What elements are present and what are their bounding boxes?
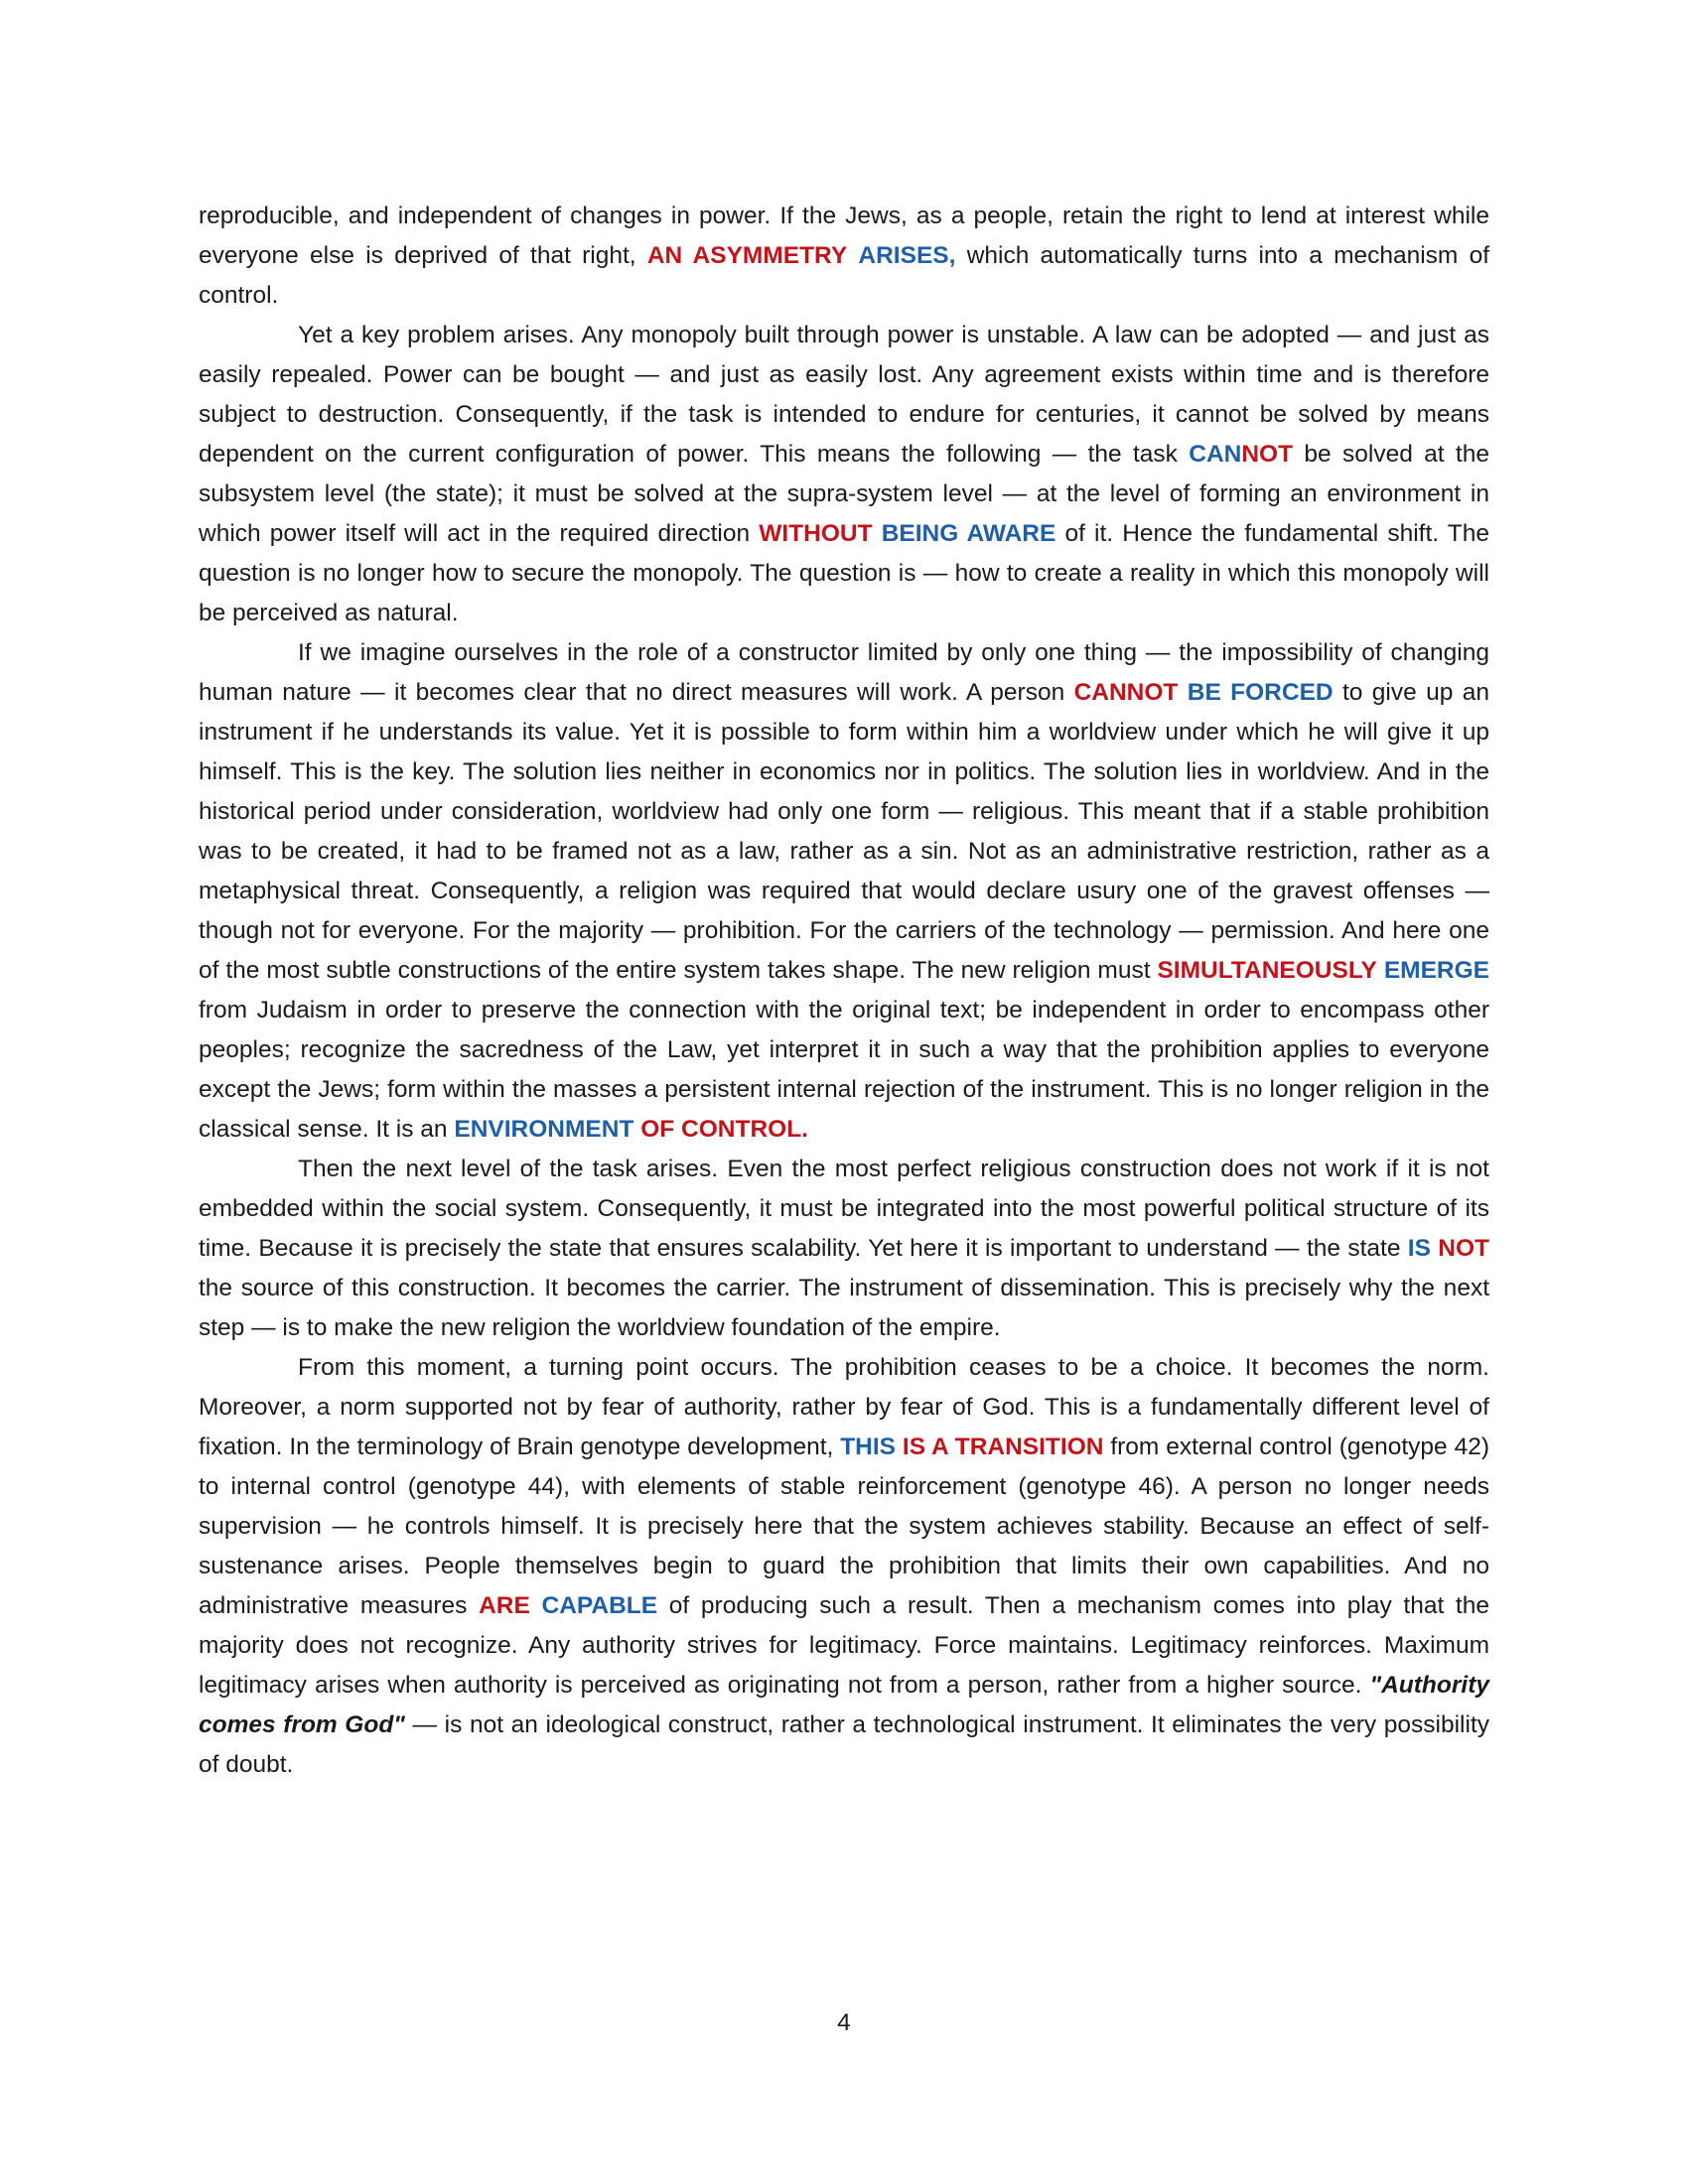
emphasis-text: EMERGE <box>1383 957 1489 984</box>
emphasis-text: BEING AWARE <box>881 520 1056 547</box>
text-run: the source of this construction. It becomes the carrier. The instrument of dissemination. This is precisely why the next step — is to make the new religion the worldview foundation of the empire. <box>199 1275 1489 1341</box>
emphasis-text: CAN <box>1189 441 1242 468</box>
text-run: to give up an instrument if he understands its value. Yet it is possible to form within him a worldview under which he will give it up himself. This is the key. The solution lies neither in economics nor in politics. The solution lies in worldview. And in the historical period under consideration, worldview had only one form — religious. This meant that if a stable prohibition was to be created, it had to be framed not as a law, rather as a sin. Not as an administrative restriction, rather as a metaphysical threat. Consequently, a religion was required that would declare usury one of the gravest offenses — though not for everyone. For the majority — prohibition. For the carriers of the technology — permission. And here one of the most subtle constructions of the entire system takes shape. The new religion must <box>199 679 1489 984</box>
text-run: from Judaism in order to preserve the connection with the original text; be independent in order to encompass other peoples; recognize the sacredness of the Law, yet interpret it in such a way that the prohibition applies to everyone except the Jews; form within the masses a persistent internal rejection of the instrument. This is no longer religion in the classical sense. It is an <box>199 997 1489 1143</box>
text-run: Then the next level of the task arises. Even the most perfect religious construction does not work if it is not embedded within the social system. Consequently, it must be integrated into the most powerful political structure of its time. Because it is precisely the state that ensures scalability. Yet here it is important to understand — the state <box>199 1156 1489 1262</box>
emphasis-text: OF CONTROL. <box>640 1116 808 1143</box>
emphasis-text: IS A TRANSITION <box>902 1433 1104 1460</box>
paragraph <box>199 1348 1489 1785</box>
emphasis-text: THIS <box>840 1433 897 1460</box>
document-body <box>199 197 1489 1785</box>
emphasis-text: SIMULTANEOUSLY <box>1157 957 1377 984</box>
text-run: of it. Hence the fundamental shift. The question is no longer how to secure the monopoly. The question is — how to create a reality in which this monopoly will be perceived as natural. <box>199 520 1489 626</box>
paragraph <box>199 633 1489 1150</box>
emphasis-text: CAPABLE <box>541 1592 658 1619</box>
text-run: which automatically turns into a mechanism of control. <box>199 242 1490 309</box>
text-run: If we imagine ourselves in the role of a constructor limited by only one thing — the impossibility of changing human nature — it becomes clear that no direct measures will work. A person <box>199 639 1489 706</box>
emphasis-text: NOT <box>1241 441 1294 468</box>
page-number: 4 <box>837 2009 851 2036</box>
text-run: From this moment, a turning point occurs. The prohibition ceases to be a choice. It becomes the norm. Moreover, a norm supported not by fear of authority, rather by fear of God. This is a fundamentally different level of fixation. In the terminology of Brain genotype development, <box>199 1354 1489 1460</box>
emphasis-text: "Authority comes from God" <box>199 1672 1489 1738</box>
text-run: of producing such a result. Then a mechanism comes into play that the majority does not recognize. Any authority strives for legitimacy. Force maintains. Legitimacy reinforces. Maximum legitimacy arises when authority is perceived as originating not from a person, rather from a higher source. <box>199 1592 1489 1699</box>
emphasis-text: IS <box>1407 1235 1431 1262</box>
paragraph <box>199 1150 1489 1348</box>
text-run: — is not an ideological construct, rather a technological instrument. It eliminates the very possibility of doubt. <box>199 1711 1489 1778</box>
text-run <box>530 1592 542 1619</box>
emphasis-text: NOT <box>1438 1235 1489 1262</box>
text-run <box>896 1433 903 1460</box>
emphasis-text: ARISES, <box>858 242 956 269</box>
paragraph <box>199 197 1489 316</box>
paragraph <box>199 316 1489 633</box>
text-run <box>1178 679 1187 706</box>
text-run <box>847 242 858 269</box>
emphasis-text: CANNOT <box>1073 679 1179 706</box>
emphasis-text: WITHOUT <box>759 520 873 547</box>
emphasis-text: BE FORCED <box>1187 679 1334 706</box>
text-run: Yet a key problem arises. Any monopoly built through power is unstable. A law can be adopted — and just as easily repealed. Power can be bought — and just as easily lost. Any agreement exists within time and is therefore subject to destruction. Consequently, if the task is intended to endure for centuries, it cannot be solved by means dependent on the current configuration of power. This means the following — the task <box>199 322 1489 468</box>
text-run <box>873 520 882 547</box>
text-run <box>1377 957 1384 984</box>
emphasis-text: ARE <box>479 1592 530 1619</box>
emphasis-text: ENVIRONMENT <box>454 1116 634 1143</box>
text-run: be solved at the subsystem level (the state); it must be solved at the supra-system level — at the level of forming an environment in which power itself will act in the required direction <box>199 441 1489 547</box>
text-run: from external control (genotype 42) to internal control (genotype 44), with elements of stable reinforcement (genotype 46). A person no longer needs supervision — he controls himself. It is precisely here that the system achieves stability. Because an effect of self-sustenance arises. People themselves begin to guard the prohibition that limits their own capabilities. And no administrative measures <box>199 1433 1489 1619</box>
emphasis-text: AN ASYMMETRY <box>646 242 848 269</box>
text-run: reproducible, and independent of changes in power. If the Jews, as a people, retain the right to lend at interest while everyone else is deprived of that right, <box>199 203 1489 269</box>
